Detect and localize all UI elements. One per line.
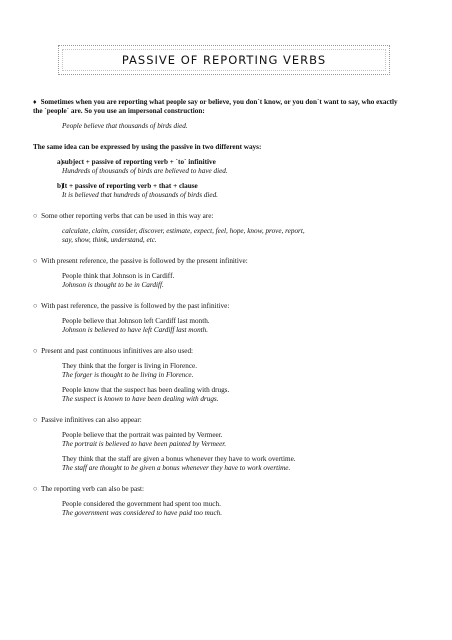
rule-b-text: It + passive of reporting verb + that + clause (62, 182, 198, 190)
verb-list-line-1: calculate, claim, consider, discover, estimate, expect, feel, hope, know, prove, report, (62, 227, 305, 235)
passive-infinitive-paragraph (33, 416, 403, 425)
past-verb-text: The reporting verb can also be past: (41, 485, 144, 493)
intro-paragraph (33, 98, 403, 116)
rule-a (33, 158, 403, 176)
circle-bullet-icon: ○ (33, 257, 38, 265)
diamond-bullet-icon: ♦ (33, 98, 37, 106)
past-verb-paragraph (33, 485, 403, 494)
past-verb-example-1: People considered the government had spent too much. (62, 500, 221, 508)
page-title: PASSIVE OF REPORTING VERBS (121, 53, 327, 67)
passive-infinitive-example-2: The portrait is believed to have been painted by Vermeer. (62, 440, 227, 448)
circle-bullet-icon: ○ (33, 485, 38, 493)
continuous-example-3: People know that the suspect has been dealing with drugs. (62, 386, 230, 394)
rule-a-text: subject + passive of reporting verb + `to´ infinitive (62, 158, 216, 166)
past-example-1: People believe that Johnson left Cardiff last month. (62, 317, 210, 325)
past-text: With past reference, the passive is followed by the past infinitive: (41, 302, 230, 310)
present-example-1: People think that Johnson is in Cardiff. (62, 272, 175, 280)
past-example-2: Johnson is believed to have left Cardiff last month. (62, 326, 209, 334)
intro-text: Sometimes when you are reporting what people say or believe, you don´t know, or you don´t want to say, who exactly the `people´ are. So you use an impersonal construction: (33, 98, 398, 115)
continuous-example-4: The suspect is known to have been dealing with drugs. (62, 395, 219, 403)
passive-infinitive-example-1: People believe that the portrait was painted by Vermeer. (62, 431, 223, 439)
present-text: With present reference, the passive is followed by the present infinitive: (41, 257, 248, 265)
continuous-text: Present and past continuous infinitives are also used: (41, 347, 194, 355)
intro-example: People believe that thousands of birds died. (62, 122, 188, 130)
rule-b-example: It is believed that hundreds of thousands of birds died. (62, 191, 218, 199)
rule-b (33, 182, 403, 200)
other-verbs-text: Some other reporting verbs that can be used in this way are: (41, 212, 214, 220)
rule-a-example: Hundreds of thousands of birds are believed to have died. (62, 167, 228, 175)
past-paragraph (33, 302, 403, 311)
circle-bullet-icon: ○ (33, 302, 38, 310)
present-paragraph (33, 257, 403, 266)
continuous-paragraph (33, 347, 403, 356)
passive-infinitive-example-4: The staff are thought to be given a bonus whenever they have to work overtime. (62, 464, 291, 472)
verb-list-line-2: say, show, think, understand, etc. (62, 236, 157, 244)
rule-b-label: b) (57, 182, 64, 190)
continuous-example-1: They think that the forger is living in Florence. (62, 362, 198, 370)
other-verbs-paragraph (33, 212, 403, 221)
past-verb-example-2: The government was considered to have paid too much. (62, 509, 223, 517)
two-ways-heading: The same idea can be expressed by using the passive in two different ways: (33, 143, 262, 151)
circle-bullet-icon: ○ (33, 416, 38, 424)
title-box (58, 45, 390, 75)
circle-bullet-icon: ○ (33, 212, 38, 220)
document-body (33, 98, 403, 518)
passive-infinitive-text: Passive infinitives can also appear: (41, 416, 142, 424)
continuous-example-2: The forger is thought to be living in Florence. (62, 371, 194, 379)
passive-infinitive-example-3: They think that the staff are given a bonus whenever they have to work overtime. (62, 455, 296, 463)
present-example-2: Johnson is thought to be in Cardiff. (62, 281, 164, 289)
circle-bullet-icon: ○ (33, 347, 38, 355)
rule-a-label: a) (57, 158, 63, 166)
